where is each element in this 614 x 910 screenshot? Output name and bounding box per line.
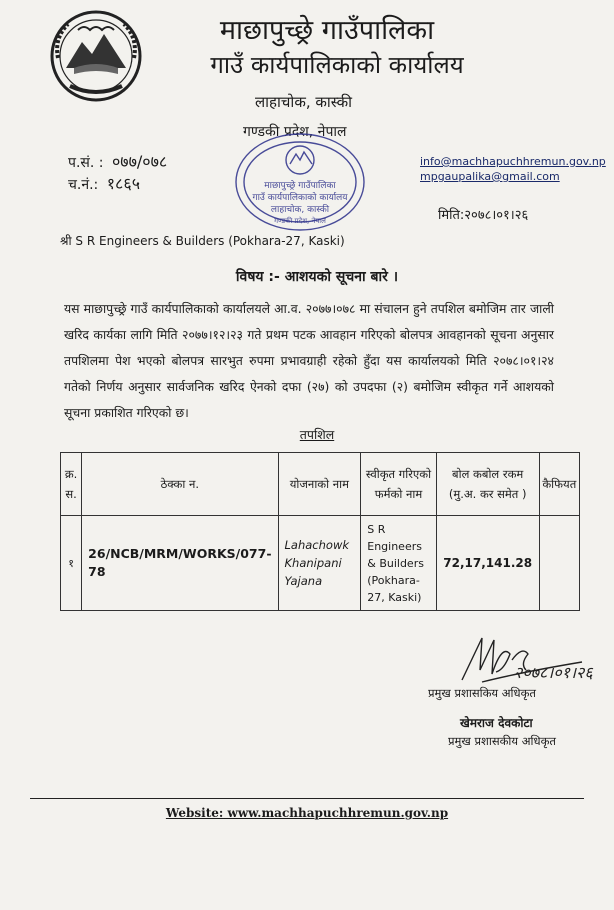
cell-bid-amount: 72,17,141.28 <box>436 516 539 611</box>
office-stamp <box>232 130 368 234</box>
contract-table <box>60 452 580 611</box>
subject-line: विषय :- आशयको सूचना बारे । <box>235 269 399 285</box>
dispatch-label: च.नं.: <box>68 177 99 193</box>
header-firm-name: स्वीकृत गरिएको फर्मको नाम <box>361 453 436 516</box>
address-line-1: लाहाचोक, कास्की <box>255 93 353 111</box>
dispatch-number <box>68 172 140 194</box>
table-row <box>61 516 580 611</box>
table-heading: तपशिल <box>299 427 335 442</box>
reference-label: प.सं. : <box>68 155 104 171</box>
table-header-row <box>61 453 580 516</box>
cell-contract-no: 26/NCB/MRM/WORKS/077-78 <box>82 516 278 611</box>
footer-website[interactable]: Website: www.machhapuchhremun.gov.np <box>165 806 449 820</box>
reference-value: ०७७/०७८ <box>111 152 168 171</box>
header-serial: क्र. स. <box>61 453 82 516</box>
signatory-title: प्रमुख प्रशासकीय अधिकृत <box>448 734 556 748</box>
handwritten-signature <box>452 630 602 692</box>
letter-date: मिति:२०७८।०१।२६ <box>438 208 529 223</box>
stamp-line-3: लाहाचोक, कास्की <box>270 205 330 215</box>
stamp-line-2: गाउँ कार्यपालिकाको कार्यालय <box>252 193 348 203</box>
recipient: श्री S R Engineers & Builders (Pokhara-27, Kaski) <box>60 234 345 248</box>
header-bid-amount: बोल कबोल रकम (मु.अ. कर समेत ) <box>436 453 539 516</box>
signature-designation: प्रमुख प्रशासकिय अधिकृत <box>428 686 536 700</box>
header-remarks: कैफियत <box>539 453 579 516</box>
handwritten-date: २०७८।०१।२६ <box>514 663 593 682</box>
header-project-name: योजनाको नाम <box>278 453 361 516</box>
reference-number <box>68 150 167 172</box>
address-line-2: गण्डकी प्रदेश, नेपाल <box>243 124 347 140</box>
dispatch-value: १८६५ <box>106 174 141 193</box>
cell-firm-name: S R Engineers & Builders (Pokhara-27, Kaski) <box>361 516 436 611</box>
letterhead-title: माछापुच्छ्रे गाउँपालिका <box>219 15 435 46</box>
header-contract-no: ठेक्का न. <box>82 453 278 516</box>
stamp-line-4: गण्डकी प्रदेश, नेपाल <box>274 217 326 225</box>
stamp-line-1: माछापुच्छ्रे गाउँपालिका <box>264 181 336 191</box>
signatory-name: खेमराज देवकोटा <box>460 716 533 730</box>
email-gmail[interactable]: mpgaupalika@gmail.com <box>420 170 560 183</box>
email-info[interactable]: info@machhapuchhremun.gov.np <box>420 155 606 168</box>
footer-divider <box>30 798 584 799</box>
cell-remarks <box>539 516 579 611</box>
letterhead-subtitle: गाउँ कार्यपालिकाको कार्यालय <box>210 51 464 79</box>
cell-project-name: Lahachowk Khanipani Yajana <box>278 516 361 611</box>
notice-body: यस माछापुच्छ्रे गाउँ कार्यपालिकाको कार्यालयले आ.व. २०७७।०७८ मा संचालन हुने तपशिल बमोजिम तार जाली खरिद कार्यका लागि मिति २०७७।१२।२३ गते प्रथम पटक आवहान गरिएको बोलपत्र आवहानको सूचना अनुसार तपशिलमा पेश भएको बोलपत्र सारभुत रुपमा प्रभावग्राही रहेको हुँदा यस कार्यालयको मिति २०७८।०१।२४ गतेको निर्णय अनुसार सार्वजनिक खरिद ऐनको दफा (२७) को उपदफा (२) बमोजिम स्वीकृत गर्ने आशयको सूचना प्रकाशित गरिएको छ। <box>64 301 554 420</box>
cell-serial: १ <box>61 516 82 611</box>
